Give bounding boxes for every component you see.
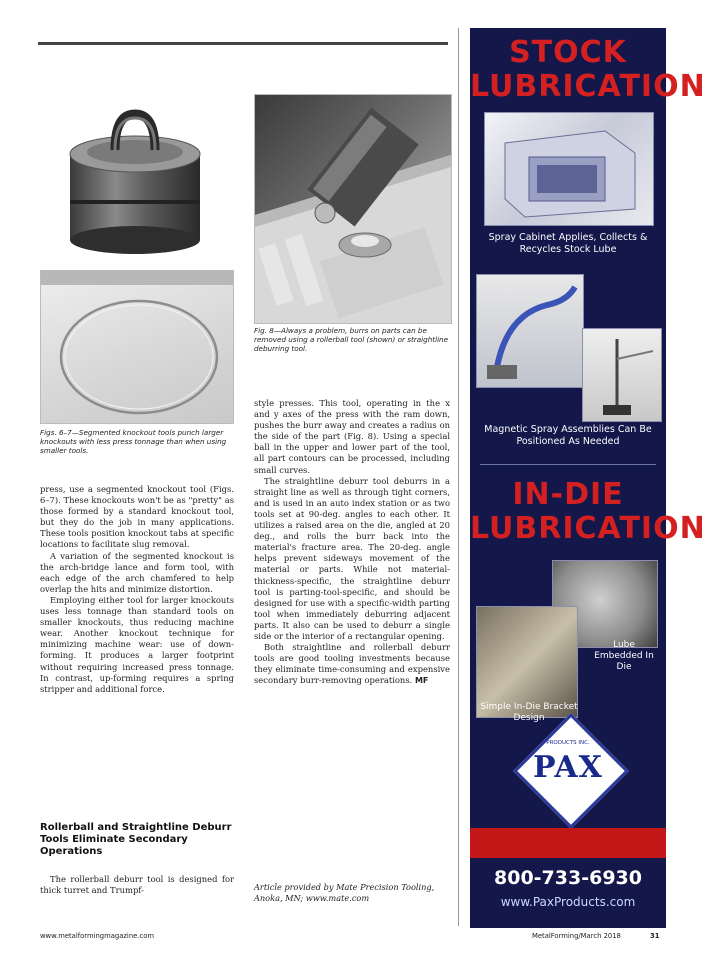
knockout-tool-photo xyxy=(40,92,232,260)
magnetic-spray-drawing xyxy=(477,275,583,387)
pax-logo: PAX xyxy=(533,750,603,785)
ad-headline-in-die-lubrication: IN-DIE LUBRICATION xyxy=(470,477,706,546)
top-rule xyxy=(38,42,448,45)
knockout-tool-image xyxy=(40,92,232,260)
col2-last-paragraph-text: Both straightline and rollerball deburr tools are good tooling investments because they eliminate time-consuming and expensive secondary burr-removing operations. xyxy=(254,642,450,686)
figure-8-caption: Fig. 8—Always a problem, burrs on parts can be removed using a rollerball tool (shown) or straightline deburring tool. xyxy=(254,326,449,353)
spray-assembly-drawing xyxy=(583,329,661,421)
spray-cabinet-image xyxy=(484,112,654,226)
ad-caption-spray-cabinet: Spray Cabinet Applies, Collects & Recycles Stock Lube xyxy=(488,232,648,255)
column-1-after-subhead xyxy=(40,874,234,896)
col2-paragraph: The straightline deburr tool deburrs in a straight line as well as through tight corners, and is used in an auto index station or as two tools set at 90-deg. angles to each other. It utilizes a raised area on the die, angled at 20 deg., and rolls the burr back into the material's fracture area. The 20-deg. angle helps prevent sideways movement of the material or parts. While not material-thickness-specific, the straightline deburr tool is parting-tool-specific, and should be designed for use with a specific-width parting tool when immediately deburring adjacent parts. It also can be used to deburr a single side or the interior of a rectangular opening. xyxy=(254,475,450,641)
ad-label-bracket-design: Simple In-Die Bracket Design xyxy=(480,702,578,723)
col1-paragraph: The rollerball deburr tool is designed for thick turret and Trumpf- xyxy=(40,874,234,896)
column-2-text xyxy=(254,398,450,686)
magnetic-spray-image xyxy=(476,274,584,388)
spray-assembly-image xyxy=(582,328,662,422)
section-subhead: Rollerball and Straightline Deburr Tools Eliminate Secondary Operations xyxy=(40,822,232,857)
col1-paragraph: Employing either tool for larger knockouts uses less tonnage than standard tools on smaller knockouts, thus reducing machine wear. Another knockout technique for minimizing machine wear: use of down-forming. It produces a larger footprint without requiring increased press tonnage. In contrast, up-forming requires a spring stripper and additional force. xyxy=(40,594,234,694)
ad-red-bar xyxy=(470,828,666,858)
rollerball-image xyxy=(255,95,451,323)
spray-cabinet-drawing xyxy=(485,113,653,225)
article-credit: Article provided by Mate Precision Tooling, Anoka, MN; www.mate.com xyxy=(254,882,435,903)
pax-logo-arc-text: PRODUCTS INC. xyxy=(546,740,590,746)
col2-paragraph: style presses. This tool, operating in the x and y axes of the press with the ram down, pushes the burr away and creates a radius on the side of the part (Fig. 8). Using a special ball in the upper and lower part of the tool, all part contours can be processed, including small curves. xyxy=(254,398,450,475)
end-mark: MF xyxy=(414,676,429,686)
column-divider xyxy=(458,28,459,926)
page-number: 31 xyxy=(650,932,660,940)
figure-6-7-caption: Figs. 6–7—Segmented knockout tools punch larger knockouts with less press tonnage than when using smaller tools. xyxy=(40,428,227,455)
ad-headline-stock-lubrication: STOCK LUBRICATION xyxy=(470,35,706,104)
ad-label-lube-embedded: Lube Embedded In Die xyxy=(594,640,654,672)
ad-phone-number: 800-733-6930 xyxy=(494,867,642,889)
column-1-text xyxy=(40,484,234,695)
col1-paragraph: press, use a segmented knockout tool (Figs. 6–7). These knockouts won't be as "pretty" as those formed by a standard knockout tool, but they do the job in many applications. These tools position knockout tabs at specific locations to facilitate slug removal. xyxy=(40,484,234,550)
ad-website: www.PaxProducts.com xyxy=(500,895,636,909)
footer-website: www.metalformingmagazine.com xyxy=(40,932,154,940)
pax-advertisement xyxy=(470,28,706,928)
ad-caption-magnetic-spray: Magnetic Spray Assemblies Can Be Positioned As Needed xyxy=(484,424,652,447)
col2-paragraph xyxy=(254,642,450,686)
col1-paragraph: A variation of the segmented knockout is the arch-bridge lance and form tool, with each edge of the arch chamfered to help overlap the hits and minimize distortion. xyxy=(40,550,234,594)
knockout-sheet-image xyxy=(41,271,233,423)
segmented-knockout-photo xyxy=(40,270,234,424)
ad-divider xyxy=(480,464,656,465)
footer-issue: MetalForming/March 2018 xyxy=(532,932,621,940)
rollerball-tool-photo xyxy=(254,94,452,324)
